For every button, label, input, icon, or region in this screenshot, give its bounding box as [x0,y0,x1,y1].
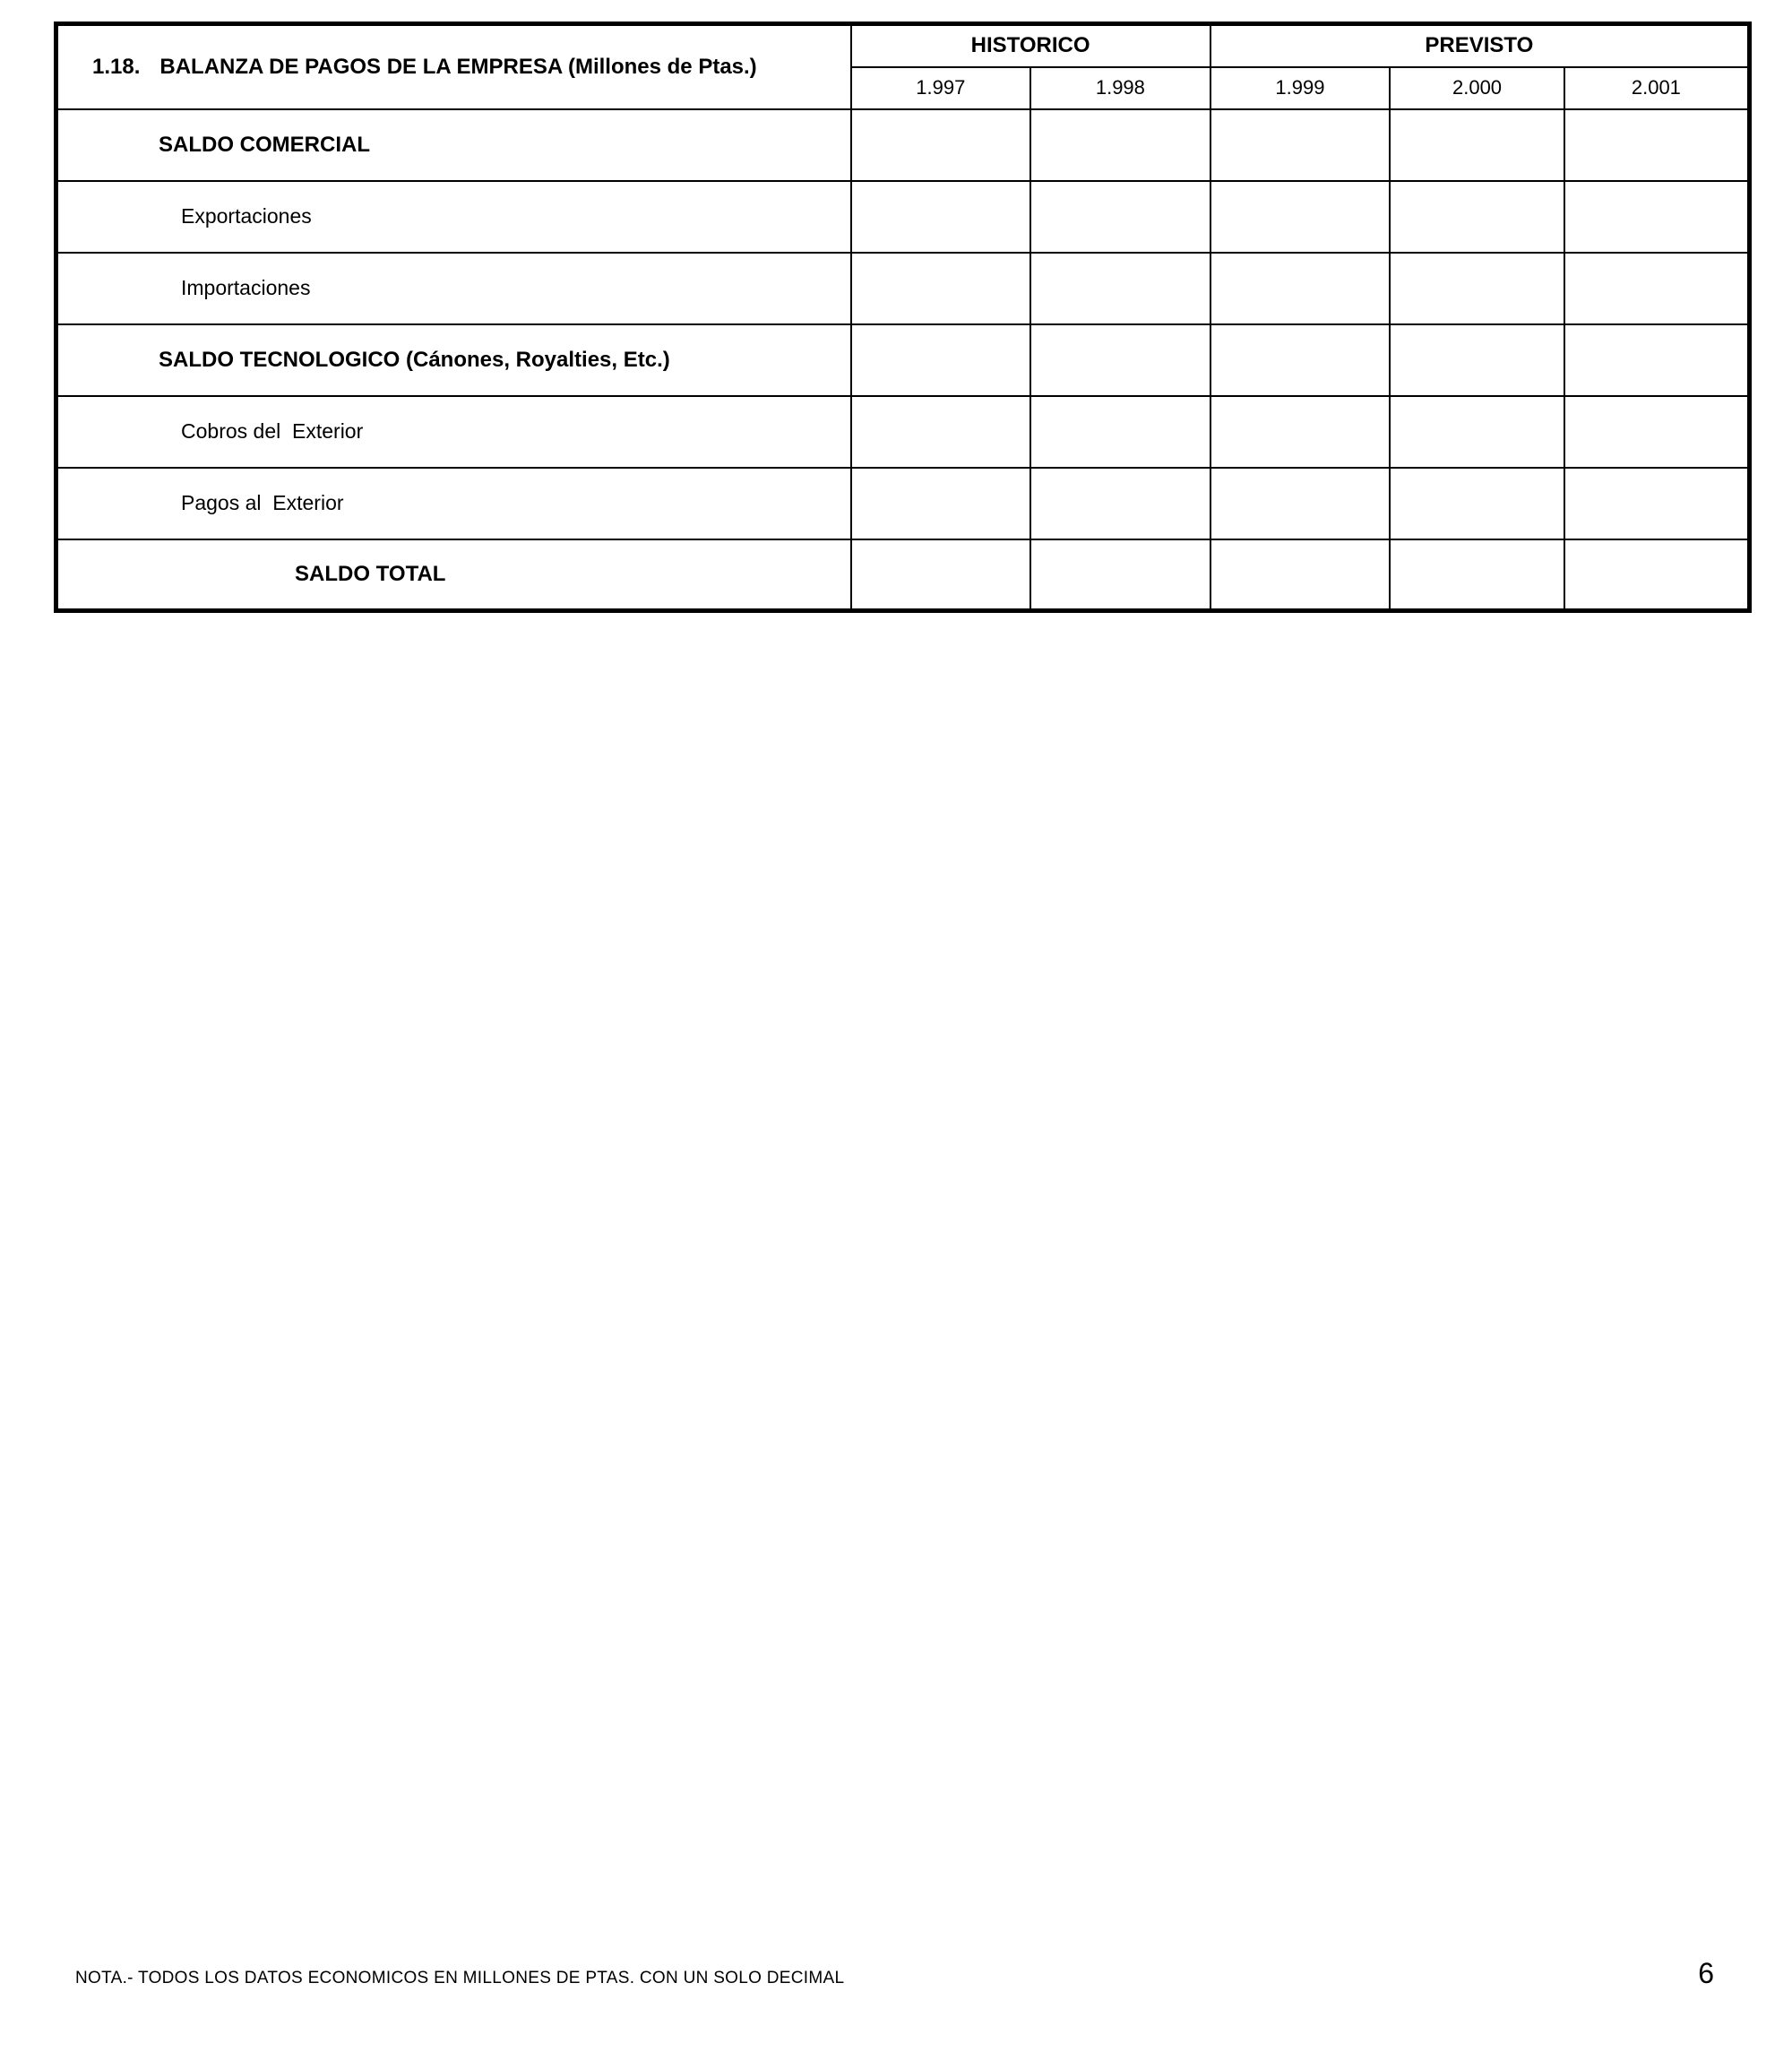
data-cell[interactable] [1210,396,1391,468]
row-label-exportaciones: Exportaciones [56,181,851,253]
data-cell[interactable] [1564,396,1750,468]
data-cell[interactable] [851,181,1031,253]
data-cell[interactable] [851,468,1031,539]
data-cell[interactable] [1564,253,1750,324]
balance-of-payments-table [54,22,1752,613]
data-cell[interactable] [1564,324,1750,396]
data-cell[interactable] [1564,468,1750,539]
row-label-pagos-exterior: Pagos al Exterior [56,468,851,539]
row-label-cobros-exterior: Cobros del Exterior [56,396,851,468]
data-cell[interactable] [1564,539,1750,611]
data-cell[interactable] [851,253,1031,324]
data-cell[interactable] [1030,324,1210,396]
table-row-saldo-total [56,539,1750,611]
table-row-saldo-tecnologico [56,324,1750,396]
data-cell[interactable] [1390,539,1564,611]
year-1998-header: 1.998 [1030,67,1210,109]
data-cell[interactable] [1030,253,1210,324]
data-cell[interactable] [1030,109,1210,181]
data-cell[interactable] [1210,324,1391,396]
table-row-importaciones [56,253,1750,324]
table-row-exportaciones [56,181,1750,253]
data-cell[interactable] [1210,468,1391,539]
previsto-header: PREVISTO [1210,24,1750,67]
data-cell[interactable] [1390,109,1564,181]
data-cell[interactable] [1210,109,1391,181]
data-cell[interactable] [1030,181,1210,253]
data-cell[interactable] [1564,181,1750,253]
data-cell[interactable] [1030,539,1210,611]
data-cell[interactable] [851,539,1031,611]
data-cell[interactable] [1210,253,1391,324]
table-row-saldo-comercial [56,109,1750,181]
footer-note: NOTA.- TODOS LOS DATOS ECONOMICOS EN MILLONES DE PTAS. CON UN SOLO DECIMAL [75,1969,845,1987]
table-title-cell [56,24,851,109]
table-title: BALANZA DE PAGOS DE LA EMPRESA (Millones de Ptas.) [159,54,757,79]
row-label-saldo-comercial: SALDO COMERCIAL [56,109,851,181]
year-1997-header: 1.997 [851,67,1031,109]
page-number: 6 [1698,1957,1714,1989]
historico-header: HISTORICO [851,24,1210,67]
data-cell[interactable] [1030,468,1210,539]
year-2001-header: 2.001 [1564,67,1750,109]
data-cell[interactable] [1030,396,1210,468]
data-cell[interactable] [1390,324,1564,396]
row-label-importaciones: Importaciones [56,253,851,324]
data-cell[interactable] [851,324,1031,396]
table-group-header-row [56,24,1750,67]
data-cell[interactable] [1210,539,1391,611]
data-cell[interactable] [1390,468,1564,539]
data-cell[interactable] [1210,181,1391,253]
data-cell[interactable] [1390,396,1564,468]
table-row-cobros-exterior [56,396,1750,468]
data-cell[interactable] [1390,253,1564,324]
row-label-saldo-total: SALDO TOTAL [56,539,851,611]
data-cell[interactable] [851,109,1031,181]
row-label-saldo-tecnologico: SALDO TECNOLOGICO (Cánones, Royalties, Etc.) [56,324,851,396]
data-cell[interactable] [1564,109,1750,181]
table-row-pagos-exterior [56,468,1750,539]
section-number: 1.18. [92,54,141,79]
year-1999-header: 1.999 [1210,67,1391,109]
data-cell[interactable] [851,396,1031,468]
year-2000-header: 2.000 [1390,67,1564,109]
data-cell[interactable] [1390,181,1564,253]
